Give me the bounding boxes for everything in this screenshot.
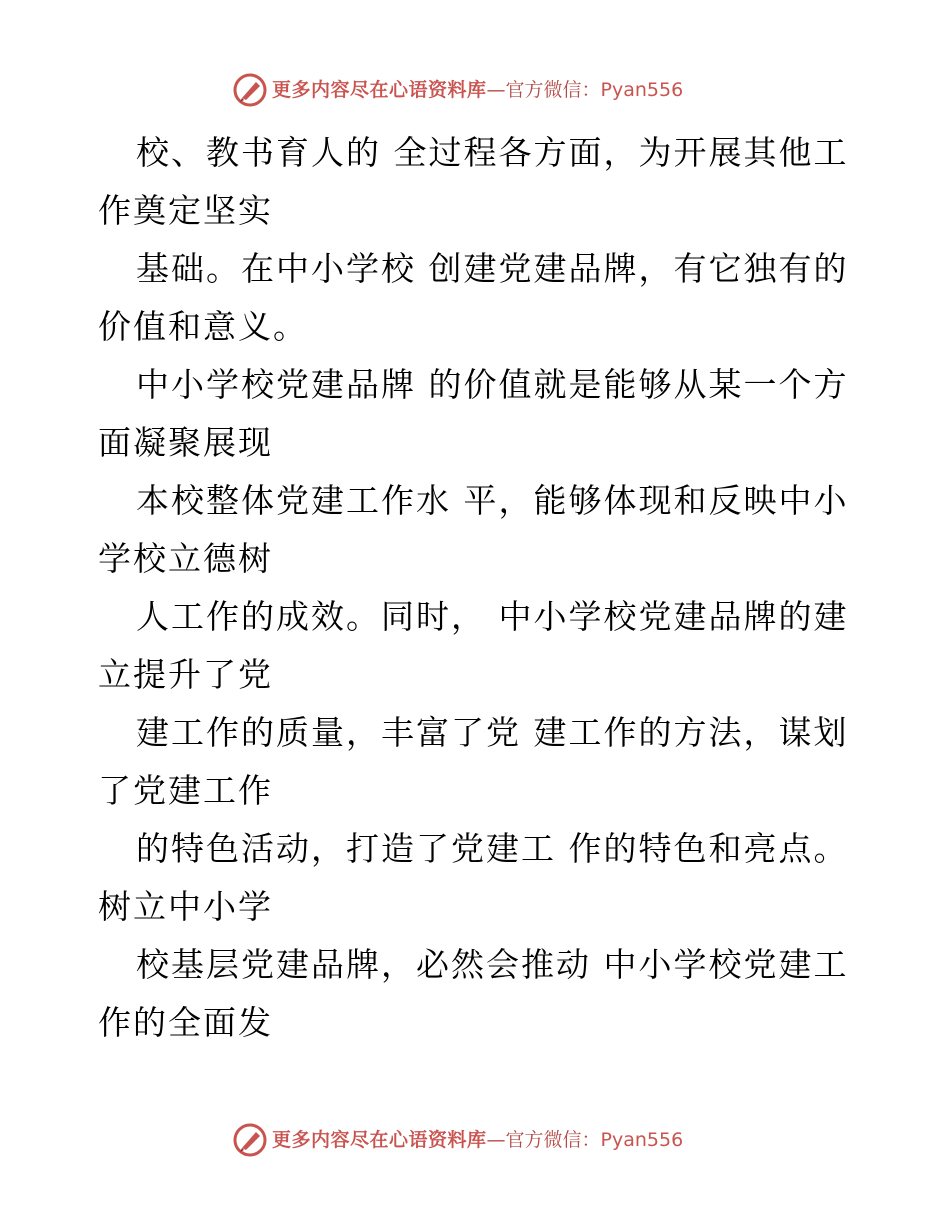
- paragraph: [98, 356, 858, 472]
- footer-banner: [232, 1122, 712, 1158]
- paragraph-line: 的特色活动，打造了党建工 作的特色和亮点。: [136, 829, 849, 868]
- paragraph: [98, 240, 858, 356]
- pen-logo-icon: [232, 72, 268, 108]
- footer-label: 官方微信：: [505, 1129, 601, 1151]
- header-banner: [232, 72, 712, 108]
- paragraph-line: 立提升了党: [98, 655, 273, 694]
- paragraph: [98, 124, 858, 240]
- paragraph-line: 价值和意义。: [98, 307, 308, 346]
- footer-text: [272, 1122, 683, 1158]
- paragraph-line: 校、教书育人的 全过程各方面，为开展其他工: [136, 133, 849, 172]
- paragraph: [98, 704, 858, 820]
- footer-main: 更多内容尽在心语资料库: [272, 1129, 487, 1151]
- footer-id: Pyan556: [600, 1129, 684, 1151]
- paragraph-line: 作奠定坚实: [98, 191, 273, 230]
- pen-logo-icon: [232, 1122, 268, 1158]
- paragraph-line: 校基层党建品牌，必然会推动 中小学校党建工: [136, 945, 849, 984]
- paragraph: [98, 472, 858, 588]
- header-dash: —: [486, 79, 506, 101]
- paragraph-line: 建工作的质量，丰富了党 建工作的方法，谋划: [136, 713, 849, 752]
- document-body: [98, 124, 858, 1052]
- paragraph-line: 树立中小学: [98, 887, 273, 926]
- header-label: 官方微信：: [505, 79, 601, 101]
- paragraph-line: 中小学校党建品牌 的价值就是能够从某一个方: [136, 365, 849, 404]
- header-text: [272, 72, 683, 108]
- paragraph-line: 本校整体党建工作水 平，能够体现和反映中小: [136, 481, 849, 520]
- header-main: 更多内容尽在心语资料库: [272, 79, 487, 101]
- paragraph-line: 作的全面发: [98, 1003, 273, 1042]
- header-id: Pyan556: [600, 79, 684, 101]
- paragraph-line: 人工作的成效。同时， 中小学校党建品牌的建: [136, 597, 849, 636]
- paragraph-line: 基础。在中小学校 创建党建品牌，有它独有的: [136, 249, 849, 288]
- paragraph-line: 学校立德树: [98, 539, 273, 578]
- paragraph: [98, 588, 858, 704]
- paragraph-line: 了党建工作: [98, 771, 273, 810]
- footer-dash: —: [486, 1129, 506, 1151]
- paragraph: [98, 820, 858, 936]
- paragraph: [98, 936, 858, 1052]
- paragraph-line: 面凝聚展现: [98, 423, 273, 462]
